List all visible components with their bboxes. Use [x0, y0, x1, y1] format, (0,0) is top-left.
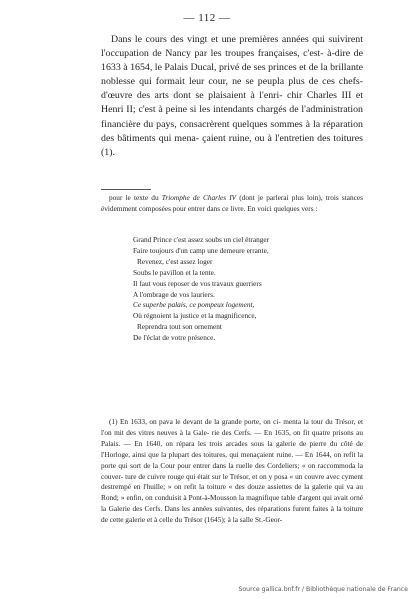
verse-block — [133, 235, 353, 344]
footnote-line: entrer dans la ruelle des Cordeliers; « on raccommoda la couver- — [101, 460, 363, 481]
footnote-line: rie des Cerfs. — En 1635, on fit quatre prisons au Palais. — En — [101, 427, 363, 448]
verse-line: Il faut vous reposer de vos travaux guerriers — [133, 278, 262, 288]
footnote-intro — [101, 193, 363, 215]
footnote-line: ruine. — En 1644, on refit la porte qui sort de la Cour pour — [101, 449, 364, 470]
footnote-line: 1640, on répara les trois arcades sous la galerie de pierre du — [145, 438, 338, 448]
page-number: — 112 — — [183, 12, 231, 24]
footnote-intro-line: trois stances évidemment composées pour entrer dans ce livre. En — [101, 193, 363, 213]
main-line: çaient ruine, ou à l'entretien des toitures (1). — [101, 132, 363, 158]
footnote-divider — [101, 189, 151, 190]
main-line: l'occupation de Nancy par les troupes françaises, c'est- — [101, 48, 324, 60]
footnote-line: couvre avec cyment destrempé en l'huille; » on refit la toiture « des — [101, 471, 364, 492]
verse-line: Où régnoient la justice et la magnificence, — [133, 311, 257, 321]
main-line: plus de ces chefs-d'œuvre des arts dont se plaisaient à l'enri- — [101, 76, 364, 102]
main-line: et de la brillante noblesse qui formait leur cour, ne se peupla — [101, 62, 364, 88]
footnote-line: (1) En 1633, on pava le devant de la grande porte, on ci- — [109, 417, 281, 426]
footnote-line: douze assiettes de la galerie qui va au Rond; » enfin, on conduisit à — [101, 482, 363, 503]
source-credit: Source gallica.bnf.fr / Bibliothèque nationale de France — [238, 586, 408, 593]
verse-line: Reprendra tout son ornement — [137, 322, 222, 332]
footnote-intro-before: pour le texte du — [109, 193, 162, 202]
verse-line: Grand Prince c'est assez soubs un ciel étranger — [133, 235, 270, 244]
footnote-line: menta la tour du Trésor, et l'on mit des vitres neuves à la Gale- — [101, 417, 363, 437]
footnote-line: ture de cuivre rouge qui était sur le Trésor, et on y posa « un — [125, 471, 303, 481]
main-line: à-dire de 1633 à 1654, le Palais Ducal, privé de ses princes — [101, 48, 363, 74]
verse-line: De l'éclat de votre présence. — [133, 333, 216, 343]
footnote-1 — [101, 417, 363, 526]
footnote-line: côté de l'Horloge, ainsi que la plupart des toitures, qui menaçaient — [101, 438, 363, 459]
main-paragraph — [101, 33, 363, 160]
footnote-intro-line: voici quelques vers : — [257, 203, 318, 213]
footnote-intro-after: (dont je parlerai plus loin), — [236, 193, 323, 202]
main-line: chargés de l'administration financière du pays, consacrèrent — [101, 104, 363, 130]
main-line: quelques sommes à la réparation des bâtiments qui mena- — [101, 118, 363, 144]
verse-line: Soubs le pavillon et la tente. — [133, 267, 216, 277]
verse-line: A l'ombrage de vos lauriers. — [133, 289, 215, 299]
verse-line: Faire toujours d'un camp une demeure errante, — [133, 245, 269, 255]
footnote-line: Pont-à-Mousson la magnifique table d'argent qui avait orné la Galerie — [101, 493, 363, 514]
footnote-line: des Cerfs. Dans les années suivantes, des réparations furent faites à la — [132, 504, 342, 514]
footnote-intro-title: Triomphe de Charles IV — [161, 193, 237, 202]
verse-line: Revenez, c'est assez loger — [137, 256, 213, 266]
verse-line: Ce superbe palais, ce pompeux logement, — [133, 300, 255, 310]
main-line: Dans le cours des vingt et une premières années qui suivirent — [111, 34, 363, 45]
footnote-line: toiture de cette galerie et à celle du Trésor (1645); à la salle St.-Geor- — [101, 504, 364, 525]
main-line: chir Charles III et Henri II; c'est à peine si les intendants — [101, 90, 363, 116]
